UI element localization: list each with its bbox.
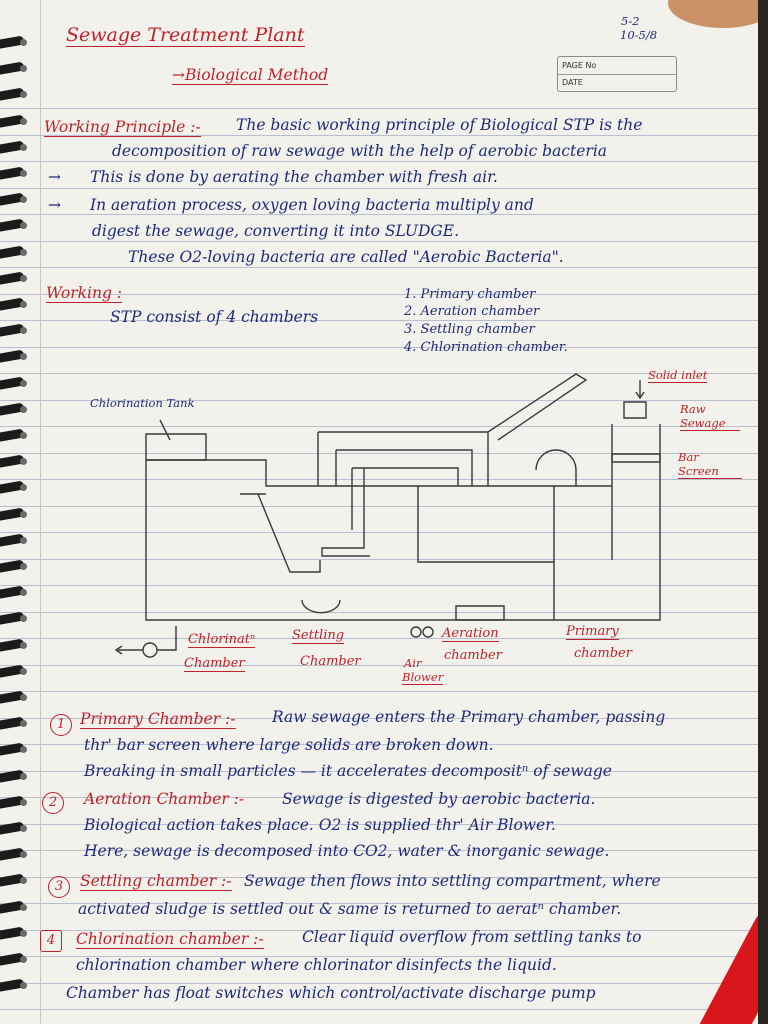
date-label: DATE (562, 78, 583, 87)
note-line: thr' bar screen where large solids are broken down. (84, 736, 494, 754)
label-aeration-chamber: chamber (444, 648, 502, 663)
binding-hole (20, 773, 27, 780)
page-no-label: PAGE No (562, 61, 597, 70)
tank-outline (146, 424, 660, 620)
binding-hole (20, 956, 27, 963)
note-line: Sewage then flows into settling compartment, where (244, 872, 661, 890)
date-line-1: 5-2 (621, 14, 640, 28)
binding-hole (20, 904, 27, 911)
chamber-list-item: 2. Aeration chamber (404, 304, 540, 319)
principle-line: This is done by aerating the chamber with fresh air. (90, 168, 498, 186)
binding-hole (20, 746, 27, 753)
note-line: Here, sewage is decomposed into CO2, water & inorganic sewage. (84, 842, 610, 860)
label-settling-chamber: Settling (292, 628, 345, 643)
chamber-list-item: 4. Chlorination chamber. (404, 340, 568, 355)
note-line: Biological action takes place. O2 is supplied thr' Air Blower. (84, 816, 556, 834)
bar-screen-mesh (612, 454, 660, 462)
settling-cone (240, 494, 340, 613)
page-title: Sewage Treatment Plant (66, 24, 305, 46)
binding-hole (20, 825, 27, 832)
note-number: 3 (48, 876, 70, 898)
diagram-label-chlorination-tank: Chlorination Tank (90, 396, 195, 410)
diagram-label-raw-sewage: Raw Sewage (680, 402, 740, 431)
note-line: Chamber has float switches which control/activate discharge pump (66, 984, 596, 1002)
page-subtitle: →Biological Method (172, 66, 329, 84)
label-primary-chamber: Primary (566, 624, 619, 639)
binding-hole (20, 720, 27, 727)
note-heading: Chlorination chamber :- (76, 930, 264, 948)
binding-hole (20, 982, 27, 989)
label-aeration-chamber: Aeration (442, 626, 499, 641)
date-line-2: 10-5/8 (620, 28, 658, 42)
binding-hole (20, 877, 27, 884)
label-chlorinator-chamber: Chamber (184, 656, 245, 671)
label-air-blower: Air (404, 656, 422, 670)
diagram-label-solid-inlet: Solid inlet (648, 368, 708, 382)
label-air-blower: Blower (402, 670, 444, 684)
binding-hole (20, 930, 27, 937)
diagram-label-bar-screen: Bar Screen (678, 450, 742, 479)
red-pen (694, 911, 758, 1024)
return-pipe-inner (336, 450, 472, 530)
note-number: 1 (50, 714, 72, 736)
working-intro: STP consist of 4 chambers (110, 308, 319, 326)
principle-line: decomposition of raw sewage with the help of aerobic bacteria (112, 142, 608, 160)
label-settling-chamber: Chamber (300, 654, 361, 669)
return-pipe-outer (318, 432, 488, 486)
note-number: 2 (42, 792, 64, 814)
chamber-list-item: 1. Primary chamber (404, 287, 536, 302)
note-line: Breaking in small particles — it accelerates decompositⁿ of sewage (84, 762, 612, 780)
raw-sewage-box (624, 402, 646, 418)
note-line: Sewage is digested by aerobic bacteria. (282, 790, 596, 808)
principle-line: The basic working principle of Biological STP is the (236, 116, 643, 134)
note-heading: Settling chamber :- (80, 872, 232, 890)
overflow-pipe (488, 374, 586, 440)
arrow-bullet: → (48, 168, 61, 186)
principle-heading: Working Principle :- (44, 118, 201, 136)
label-primary-chamber: chamber (574, 646, 632, 661)
chamber-list-item: 3. Settling chamber (404, 322, 535, 337)
note-line: Clear liquid overflow from settling tanks to (302, 928, 642, 946)
note-line: chlorination chamber where chlorinator disinfects the liquid. (76, 956, 557, 974)
discharge-pump-icon (143, 643, 157, 657)
note-heading: Aeration Chamber :- (84, 790, 245, 808)
binding-hole (20, 799, 27, 806)
arrow-bullet: → (48, 196, 61, 214)
note-number: 4 (40, 930, 62, 952)
ruled-line (0, 1009, 758, 1010)
principle-line: In aeration process, oxygen loving bacteria multiply and (90, 196, 534, 214)
note-line: Raw sewage enters the Primary chamber, passing (272, 708, 666, 726)
working-heading: Working : (46, 284, 123, 302)
air-blower-box (456, 606, 504, 620)
label-chlorinator-chamber: Chlorinatⁿ (188, 632, 256, 647)
aeration-chamber (418, 486, 554, 562)
principle-line: digest the sewage, converting it into SLUDGE. (92, 222, 460, 240)
chlorination-tank-top (146, 434, 206, 460)
note-heading: Primary Chamber :- (80, 710, 236, 728)
note-line: activated sludge is settled out & same is returned to aeratⁿ chamber. (78, 900, 622, 918)
binding-hole (20, 851, 27, 858)
principle-line: These O2-loving bacteria are called "Aerobic Bacteria". (128, 248, 564, 266)
